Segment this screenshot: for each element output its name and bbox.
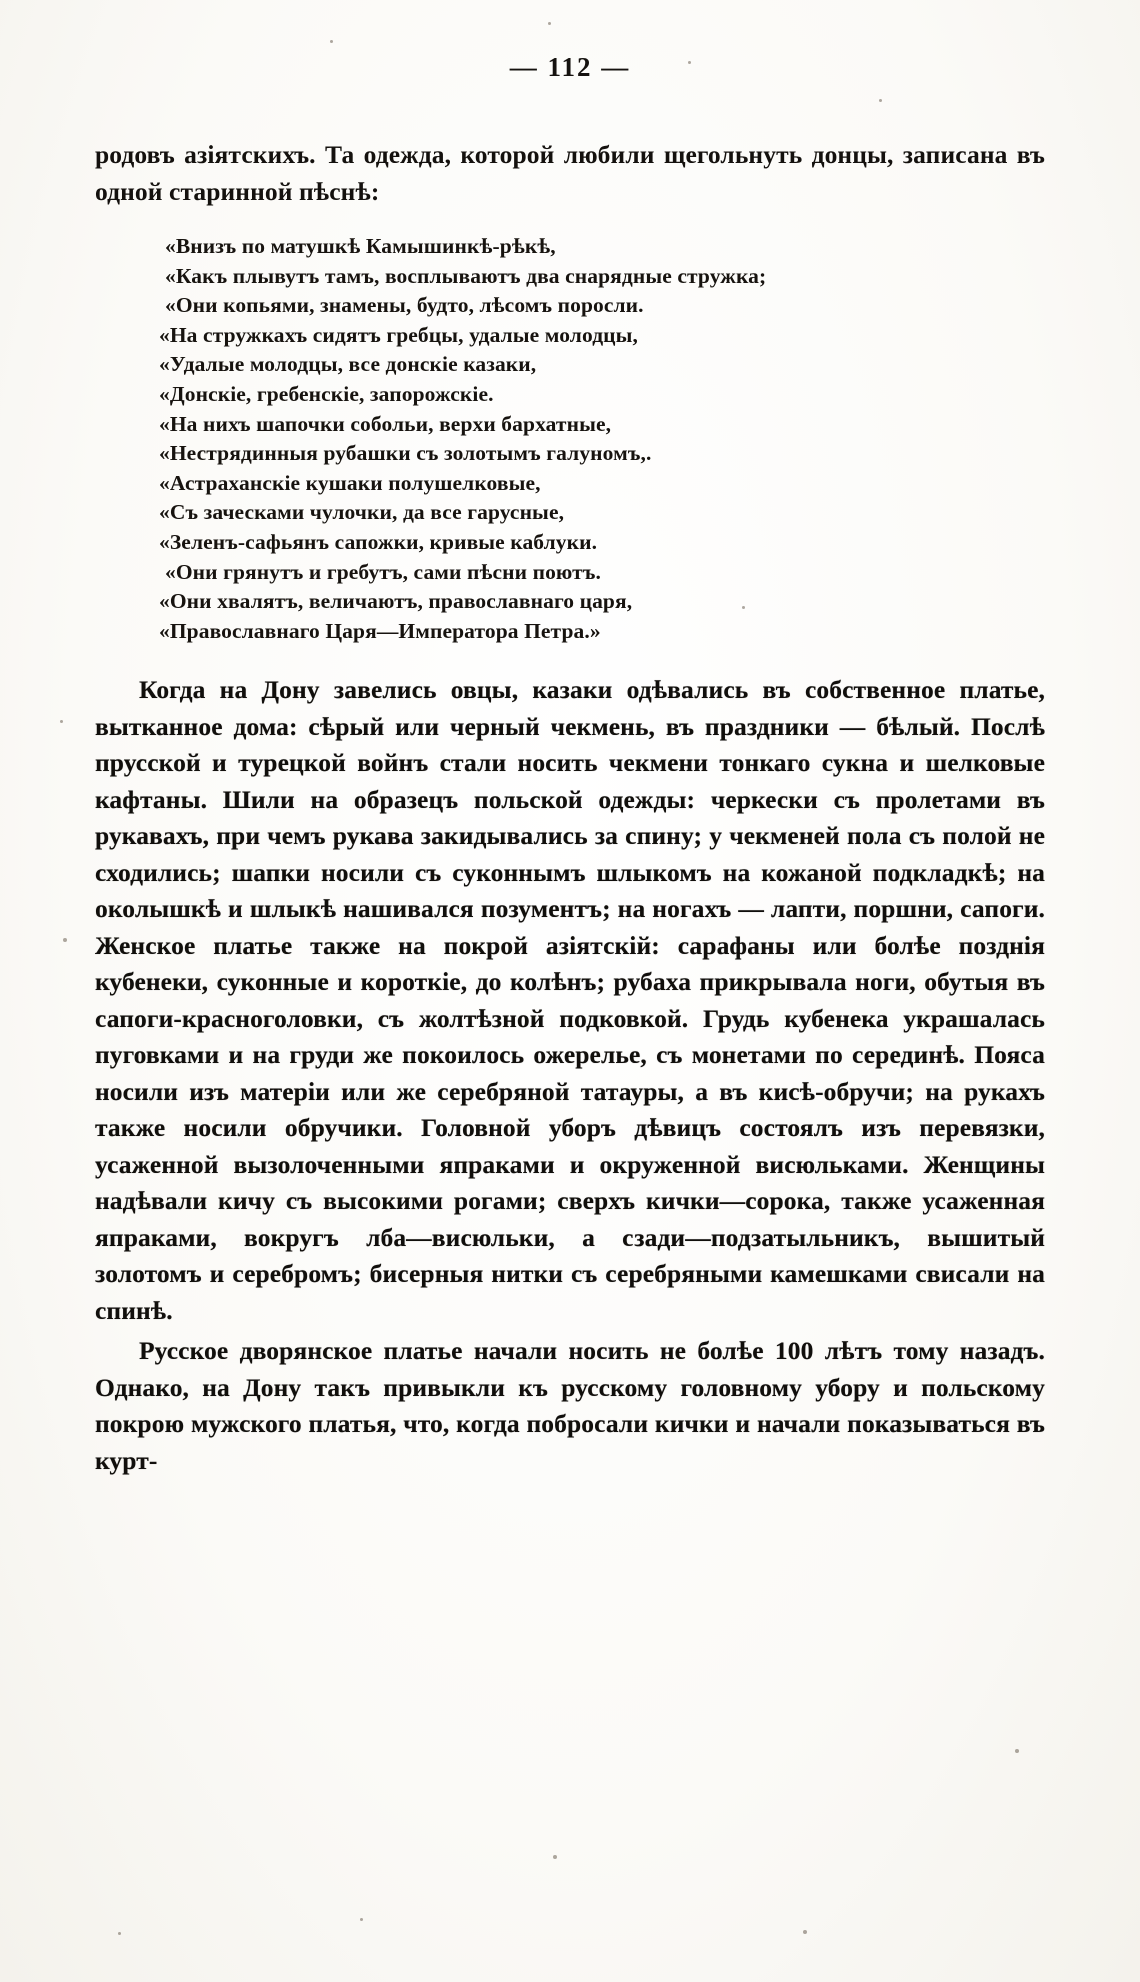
scan-speck: [553, 1855, 557, 1859]
song-line: «Внизъ по матушкѣ Камышинкѣ-рѣкѣ,: [165, 234, 556, 258]
scan-speck: [118, 1932, 121, 1935]
paragraph-intro-text: родовъ азіятскихъ. Та одежда, которой любили щегольнуть донцы, записана въ одной старинной пѣснѣ:: [95, 140, 1045, 206]
song-line: «Астраханскіе кушаки полушелковые,: [159, 470, 541, 495]
scan-speck: [60, 720, 63, 723]
song-line: «Донскіе, гребенскіе, запорожскіе.: [159, 381, 494, 406]
scan-speck: [63, 938, 67, 942]
song-line: «Православнаго Царя—Императора Петра.»: [159, 618, 601, 643]
scan-speck: [330, 40, 333, 43]
paragraph-after-song-text: Когда на Дону завелись овцы, казаки одѣвались въ собственное платье, вытканное дома: сѣрый или черный чекмень, въ праздники — бѣлый. Послѣ прусской и турецкой войнъ стали носить чекмени тонкаго сукна и шелковые кафтаны. Шили на образецъ польской одежды: черкески съ пролетами въ рукавахъ, при чемъ рукава закидывались за спину; у чекменей пола съ полой не сходились; шапки носили съ суконнымъ шлыкомъ на кожаной подкладкѣ; на околышкѣ и шлыкѣ нашивался позументъ; на ногахъ — лапти, поршни, сапоги. Женское платье также на покрой азіятскій: сарафаны или болѣе позднія кубенеки, суконные и короткіе, до колѣнъ; рубаха прикрывала ноги, обутыя въ сапоги-красноголовки, съ жолтѣзной подковкой. Грудь кубенека украшалась пуговками и на груди же покоилось ожерелье, съ монетами по серединѣ. Пояса носили изъ матеріи или же серебряной татауры, а въ кисѣ-обручи; на рукахъ также носили обручики. Головной уборъ дѣвицъ состоялъ изъ перевязки, усаженной вызолоченными япраками и окруженной висюльками. Женщины надѣвали кичу съ высокими рогами; сверхъ кички—сорока, также усаженная япраками, вокругъ лба—висюльки, а сзади—подзатыльникъ, вышитый золотомъ и серебромъ; бисерныя нитки съ серебряными камешками свисали на спинѣ.: [95, 675, 1045, 1325]
paragraph-last: [95, 1333, 1045, 1479]
song-line: «На нихъ шапочки собольи, верхи бархатные,: [159, 411, 612, 436]
paragraph-after-song: [95, 672, 1045, 1329]
body-block: [95, 672, 1045, 1479]
song-line: «Нестрядинныя рубашки съ золотымъ галуномъ,.: [159, 441, 652, 466]
song-line: «На стружкахъ сидятъ гребцы, удалые молодцы,: [159, 322, 639, 347]
page-content: [95, 52, 1045, 1483]
song-line: «Съ заческами чулочки, да все гарусные,: [159, 500, 565, 525]
song-line: «Они хвалятъ, величаютъ, православнаго царя,: [159, 589, 633, 614]
song-line: «Они копьями, знамены, будто, лѣсомъ поросли.: [165, 293, 644, 318]
scan-speck: [1015, 1749, 1019, 1753]
song-quotation: [95, 232, 1045, 646]
paragraph-intro: [95, 137, 1045, 210]
scan-speck: [360, 1918, 363, 1921]
song-line: «Какъ плывутъ тамъ, восплываютъ два снарядные стружка;: [165, 263, 767, 288]
song-line: «Они грянутъ и гребутъ, сами пѣсни поютъ.: [165, 559, 601, 584]
page-number: — 112 —: [509, 52, 631, 82]
paragraph-last-text: Русское дворянское платье начали носить не болѣе 100 лѣтъ тому назадъ. Однако, на Дону такъ привыкли къ русскому головному убору и польскому покрою мужского платья, что, когда побросали кички и начали показываться въ курт-: [95, 1336, 1045, 1475]
scan-speck: [803, 1930, 807, 1934]
scan-speck: [548, 22, 551, 25]
song-line: «Удалые молодцы, все донскіе казаки,: [159, 352, 537, 377]
song-line: «Зеленъ-сафьянъ сапожки, кривые каблуки.: [159, 529, 598, 554]
